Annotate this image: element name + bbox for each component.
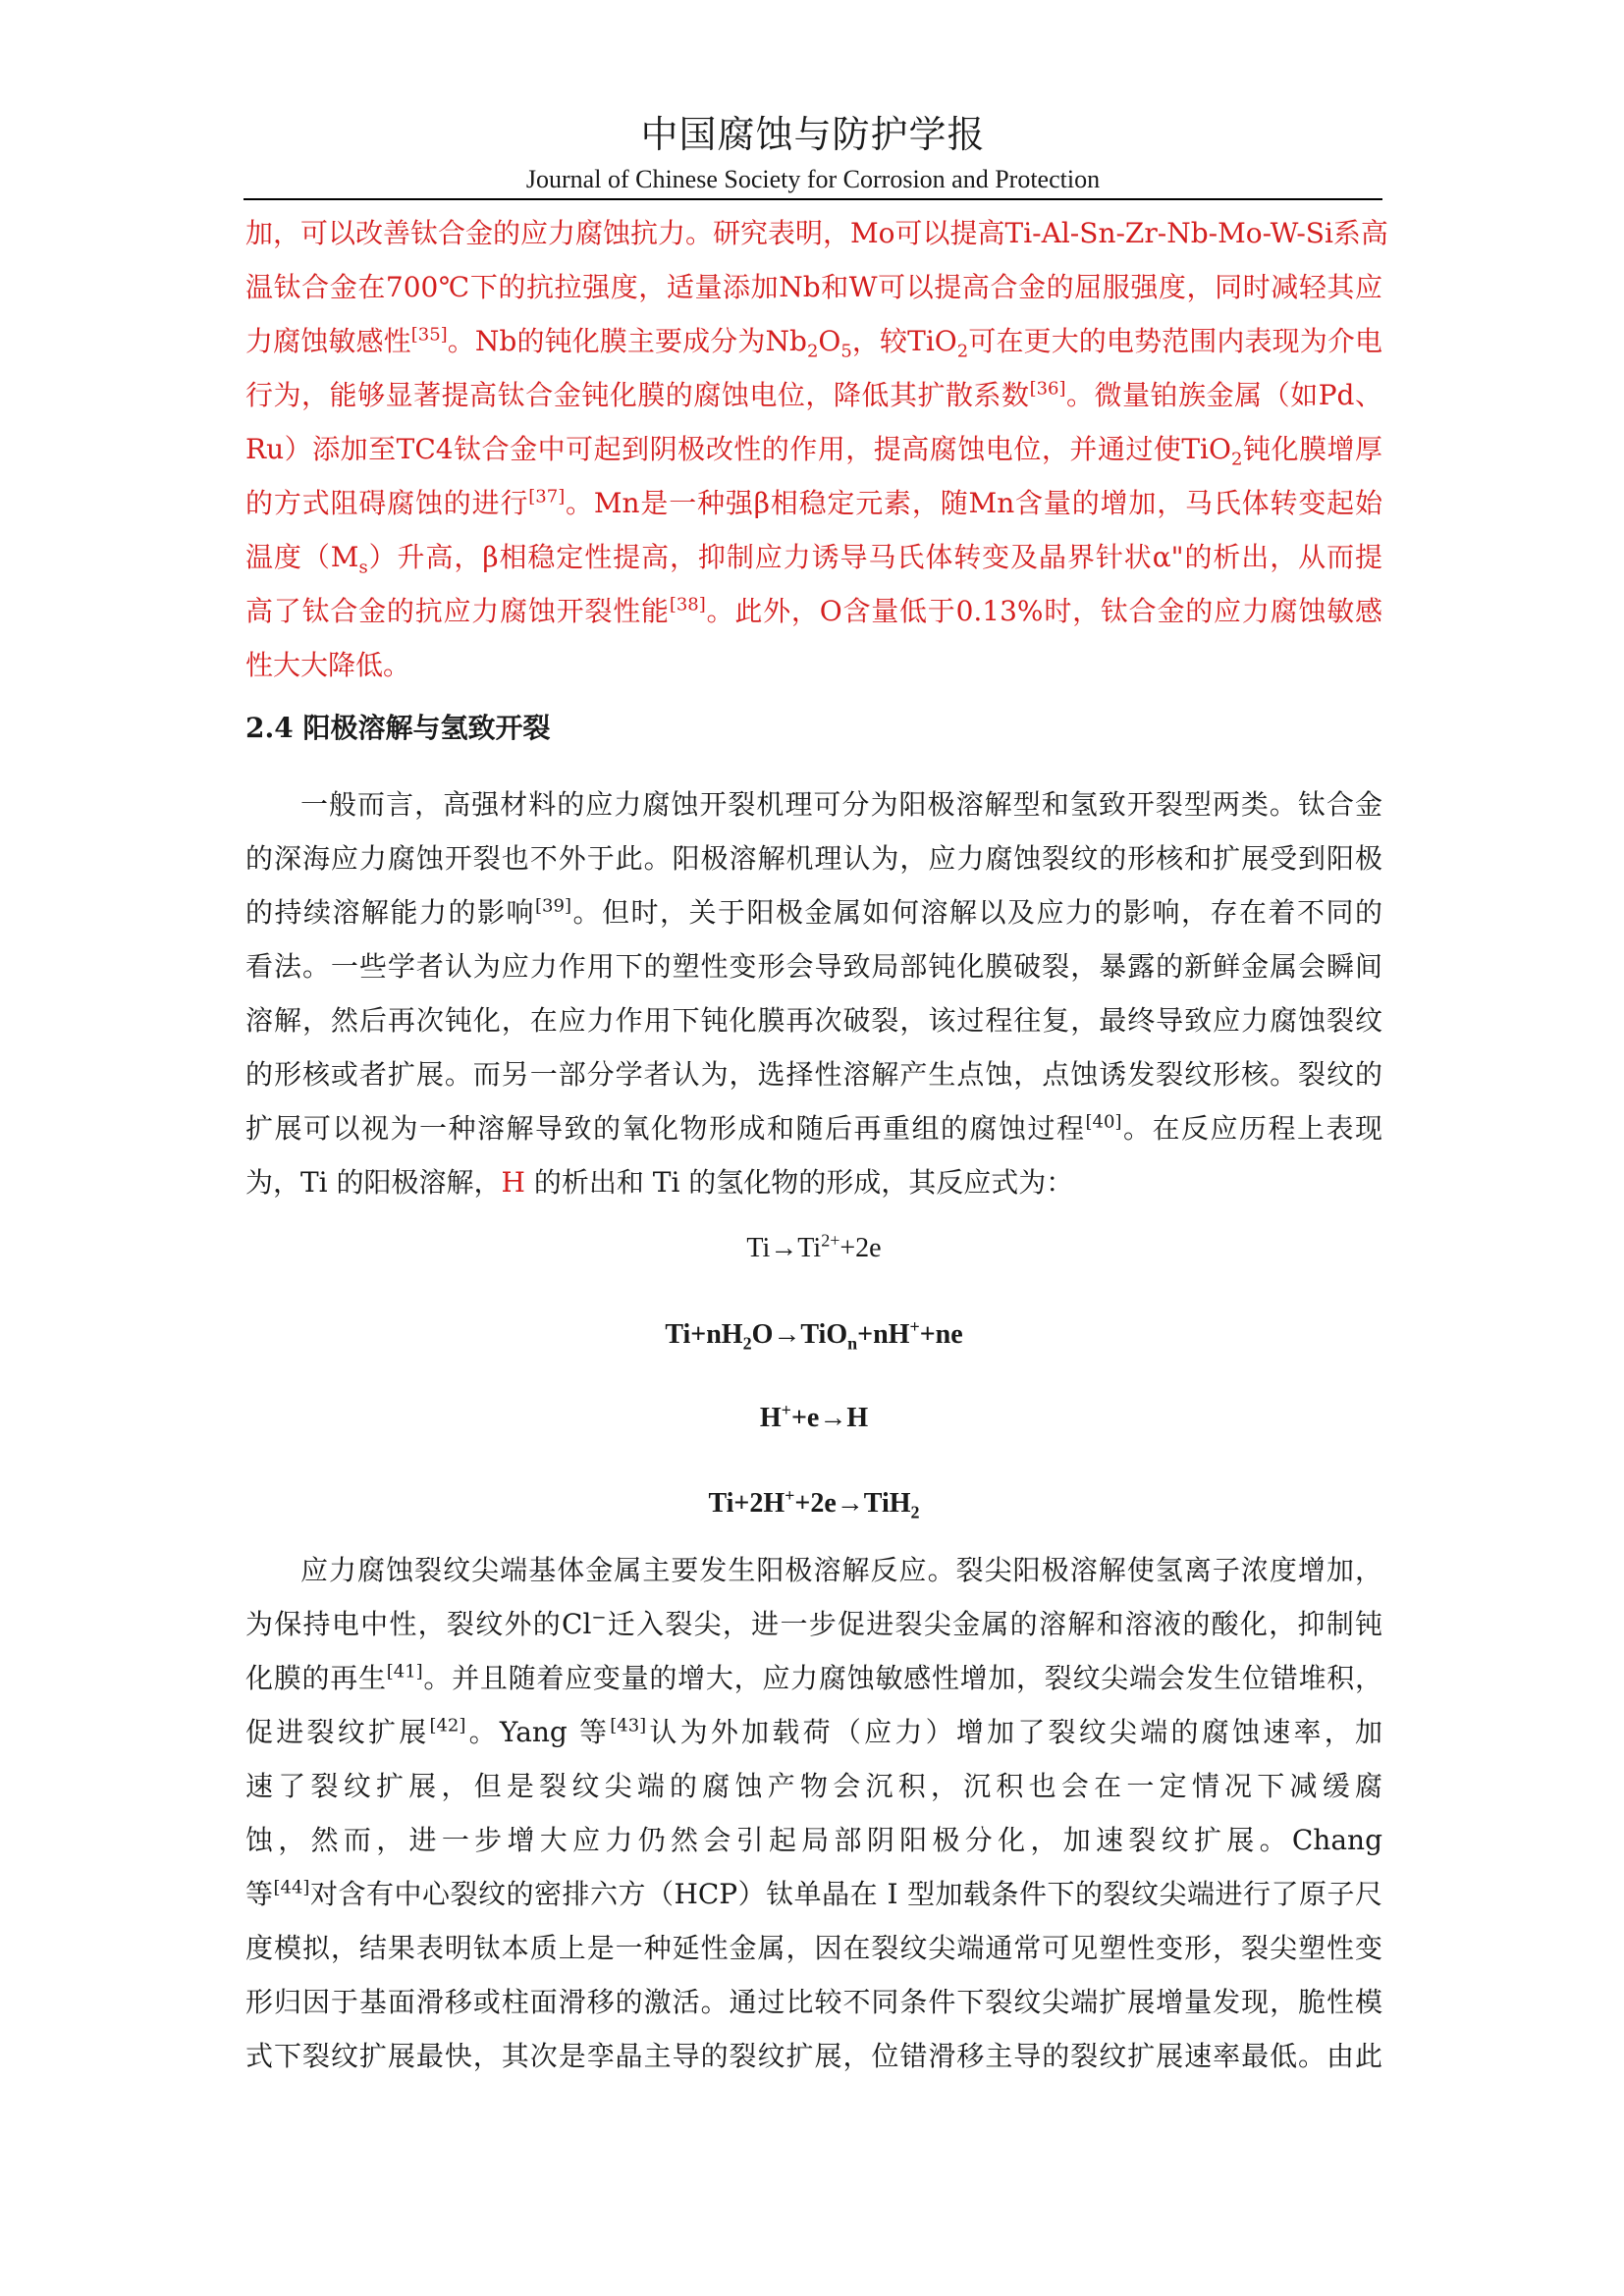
section-heading: 2.4 阳极溶解与氢致开裂 bbox=[245, 712, 551, 744]
text-line: Ru）添加至TC4钛合金中可起到阴极改性的作用，提高腐蚀电位，并通过使TiO$_2$钝化膜增厚 bbox=[245, 433, 1382, 470]
citation: [44] bbox=[273, 1877, 310, 1898]
text-line: 式下裂纹扩展最快，其次是孪晶主导的裂纹扩展，位错滑移主导的裂纹扩展速率最低。由此 bbox=[245, 2040, 1382, 2072]
text-line: 一般而言，高强材料的应力腐蚀开裂机理可分为阳极溶解型和氢致开裂型两类。钛合金 bbox=[300, 788, 1382, 821]
equation-4: Ti+2H++2e→TiH$_2$ bbox=[708, 1485, 920, 1522]
text-line: 促进裂纹扩展[42]。Yang 等[43]认为外加载荷（应力）增加了裂纹尖端的腐蚀速率，加 bbox=[245, 1715, 1382, 1748]
citation: [35] bbox=[410, 324, 448, 346]
text-line: 化膜的再生[41]。并且随着应变量的增大，应力腐蚀敏感性增加，裂纹尖端会发生位错堆积， bbox=[245, 1661, 1382, 1694]
text-line: 看法。一些学者认为应力作用下的塑性变形会导致局部钝化膜破裂，暴露的新鲜金属会瞬间 bbox=[245, 950, 1382, 983]
equation-1: $Ti\to Ti^{2+}+2e$ bbox=[746, 1230, 882, 1263]
citation: [37] bbox=[528, 486, 566, 507]
text-line: 温度$(M_s)$升高，β相稳定性提高，抑制应力诱导马氏体转变及晶界针状α"的析出，从而提 bbox=[245, 541, 1382, 578]
citation: [40] bbox=[1085, 1111, 1122, 1133]
text-line: 应力腐蚀裂纹尖端基体金属主要发生阳极溶解反应。裂尖阳极溶解使氢离子浓度增加， bbox=[300, 1554, 1382, 1586]
header-divider bbox=[244, 198, 1382, 200]
text-line: 性大大降低。 bbox=[245, 649, 411, 681]
text-line: 等[44]对含有中心裂纹的密排六方（HCP）钛单晶在 I 型加载条件下的裂纹尖端进行了原子尺 bbox=[245, 1877, 1382, 1910]
text-line: 度模拟，结果表明钛本质上是一种延性金属，因在裂纹尖端通常可见塑性变形，裂尖塑性变 bbox=[245, 1932, 1382, 1964]
citation: [43] bbox=[610, 1715, 647, 1736]
equation-2: $Ti+nH_2O\to TiO_n+nH^++ne$ bbox=[665, 1316, 963, 1354]
text-line: 高了钛合金的抗应力腐蚀开裂性能[38]。此外，O含量低于0.13%时，钛合金的应力腐蚀敏感 bbox=[245, 594, 1382, 627]
text-line: 的深海应力腐蚀开裂也不外于此。阳极溶解机理认为，应力腐蚀裂纹的形核和扩展受到阳极 bbox=[245, 842, 1382, 875]
text-line: 形归因于基面滑移或柱面滑移的激活。通过比较不同条件下裂纹尖端扩展增量发现，脆性模 bbox=[245, 1986, 1382, 2018]
text-line: 的持续溶解能力的影响[39]。但时，关于阳极金属如何溶解以及应力的影响，存在着不同的 bbox=[245, 895, 1382, 929]
text-line: 行为，能够显著提高钛合金钝化膜的腐蚀电位，降低其扩散系数[36]。微量铂族金属（如Pd、 bbox=[245, 378, 1382, 411]
text-line: 为，Ti 的阳极溶解，H 的析出和 Ti 的氢化物的形成，其反应式为： bbox=[245, 1166, 1074, 1199]
citation: [36] bbox=[1029, 378, 1066, 400]
text-line: 扩展可以视为一种溶解导致的氧化物形成和随后再重组的腐蚀过程[40]。在反应历程上表现 bbox=[245, 1111, 1382, 1145]
equation-3: H++e→H bbox=[759, 1400, 869, 1433]
text-line: 速了裂纹扩展，但是裂纹尖端的腐蚀产物会沉积，沉积也会在一定情况下减缓腐 bbox=[245, 1770, 1382, 1802]
citation: [39] bbox=[535, 895, 571, 917]
citation: [41] bbox=[386, 1661, 423, 1682]
text-line: 力腐蚀敏感性[35]。Nb的钝化膜主要成分为$Nb_2O_5$，较TiO$_2$可在更大的电势范围内表现为介电 bbox=[245, 324, 1382, 362]
text-line: 的形核或者扩展。而另一部分学者认为，选择性溶解产生点蚀，点蚀诱发裂纹形核。裂纹的 bbox=[245, 1058, 1382, 1091]
paragraph-anodic-dissolution bbox=[245, 777, 1382, 1209]
text-line: 加，可以改善钛合金的应力腐蚀抗力。研究表明，Mo可以提高Ti-Al-Sn-Zr-Nb-Mo-W-Si系高 bbox=[245, 217, 1388, 249]
text-line: 的方式阻碍腐蚀的进行[37]。Mn是一种强β相稳定元素，随Mn含量的增加，马氏体转变起始 bbox=[245, 486, 1382, 519]
text-line: 温钛合金在700℃下的抗拉强度，适量添加Nb和W可以提高合金的屈服强度，同时减轻其应 bbox=[245, 271, 1382, 303]
text-line: 溶解，然后再次钝化，在应力作用下钝化膜再次破裂，该过程往复，最终导致应力腐蚀裂纹 bbox=[245, 1004, 1382, 1037]
text-line: 为保持电中性，裂纹外的Cl−迁入裂尖，进一步促进裂尖金属的溶解和溶液的酸化，抑制钝 bbox=[245, 1607, 1382, 1640]
journal-title-cn: 中国腐蚀与防护学报 bbox=[640, 113, 986, 156]
citation: [42] bbox=[429, 1715, 466, 1736]
paragraph-alloying bbox=[245, 206, 1388, 692]
text-line: 蚀，然而，进一步增大应力仍然会引起局部阴阳极分化，加速裂纹扩展。Chang bbox=[245, 1824, 1382, 1856]
citation: [38] bbox=[669, 594, 706, 615]
journal-title-en: Journal of Chinese Society for Corrosion and Protection bbox=[525, 165, 1101, 193]
paragraph-crack-tip bbox=[245, 1543, 1382, 2083]
